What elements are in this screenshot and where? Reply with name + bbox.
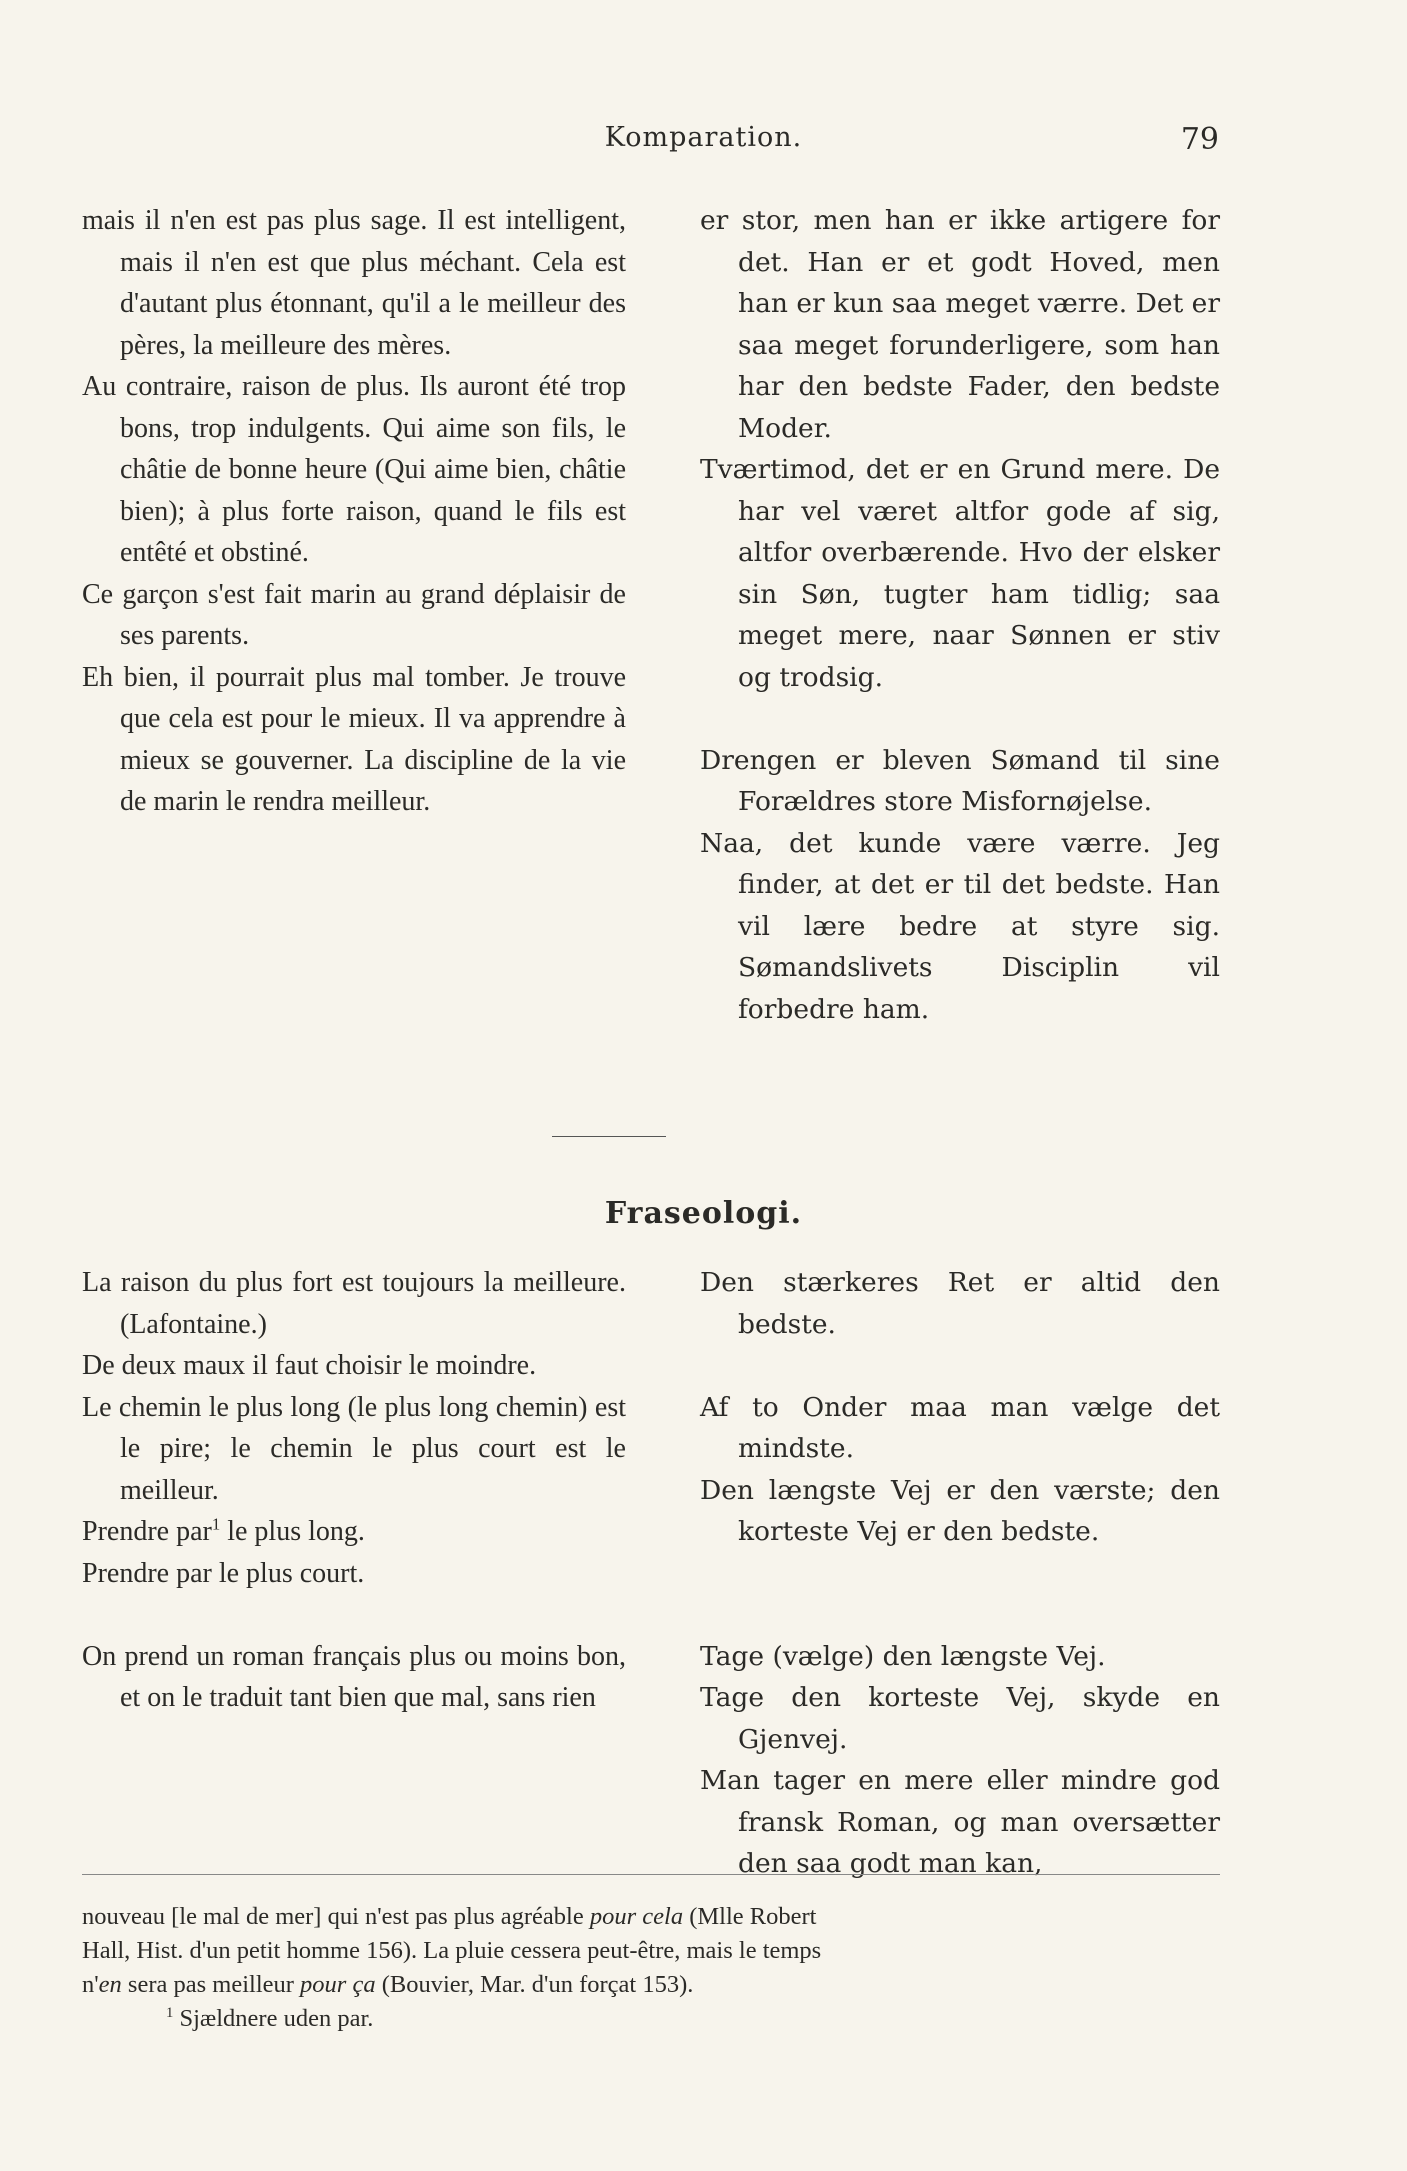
french-phrase: On prend un roman français plus ou moins bon, et on le traduit tant bien que mal, sans rien: [82, 1640, 626, 1713]
spacer: [700, 1553, 1220, 1595]
footnote-continuation-line: [82, 1900, 1222, 1934]
footnote-text: n': [82, 1971, 99, 1998]
danish-paragraph: Tværtimod, det er en Grund mere. De har vel været altfor gode af sig, altfor overbærende. Hvo der elsker sin Søn, tugter ham tidlig; saa meget mere, naar Sønnen er stiv og trodsig.: [700, 454, 1220, 693]
footnote-rule: [82, 1874, 1220, 1875]
footnote-mark: 1: [211, 1514, 221, 1534]
footnote-text: Sjældnere uden par.: [173, 2005, 374, 2032]
spacer: [700, 1594, 1220, 1636]
running-title: Komparation.: [604, 122, 803, 153]
page-number: 79: [1180, 122, 1219, 157]
french-column-top: [82, 200, 626, 823]
footnote-italic: pour cela: [589, 1903, 684, 1930]
danish-phrase: Tage den korteste Vej, skyde en Gjenvej.: [700, 1682, 1220, 1755]
footnote-1: [82, 2002, 1222, 2036]
french-paragraph: mais il n'en est pas plus sage. Il est intelligent, mais il n'en est que plus méchant. Cela est d'autant plus étonnant, qu'il a le meilleur des pères, la meilleure des mères.: [82, 205, 626, 361]
footnote-text: (Bouvier, Mar. d'un forçat 153).: [375, 1971, 694, 1998]
danish-phrase: Den stærkeres Ret er altid den bedste.: [700, 1267, 1220, 1340]
footnote-continuation-line: Hall, Hist. d'un petit homme 156). La pluie cessera peut-être, mais le temps: [82, 1937, 822, 1964]
section-divider: [552, 1136, 666, 1137]
french-phrase: Le chemin le plus long (le plus long chemin) est le pire; le chemin le plus court est le meilleur.: [82, 1391, 626, 1506]
danish-paragraph: Naa, det kunde være værre. Jeg finder, at det er til det bedste. Han vil lære bedre at styre sig. Sømandslivets Disciplin vil forbedre ham.: [700, 827, 1220, 1025]
french-paragraph: Eh bien, il pourrait plus mal tomber. Je trouve que cela est pour le mieux. Il va apprendre à mieux se gouverner. La discipline de la vie de marin le rendra meilleur.: [82, 661, 626, 817]
french-paragraph: Au contraire, raison de plus. Ils auront été trop bons, trop indulgents. Qui aime son fils, le châtie de bonne heure (Qui aime bien, châtie bien); à plus forte raison, quand le fils est entêté et obstiné.: [82, 371, 626, 568]
french-phrase: [82, 1511, 626, 1553]
phrase-text: le plus long.: [220, 1516, 365, 1547]
french-paragraph: Ce garçon s'est fait marin au grand déplaisir de ses parents.: [82, 578, 626, 651]
french-phrase: Prendre par le plus court.: [82, 1557, 365, 1589]
danish-phrase: Tage (vælge) den længste Vej.: [700, 1640, 1106, 1672]
footnote-continuation-line: [82, 1968, 1222, 2002]
danish-phrase: Den længste Vej er den værste; den korteste Vej er den bedste.: [700, 1474, 1220, 1547]
footnote-mark: 1: [166, 2004, 174, 2021]
danish-phrase: Man tager en mere eller mindre god fransk Roman, og man oversætter den saa godt man kan,: [700, 1765, 1220, 1879]
french-phrase: De deux maux il faut choisir le moindre.: [82, 1350, 537, 1381]
footnote-text: sera pas meilleur: [121, 1971, 301, 1998]
danish-paragraph: Drengen er bleven Sømand til sine Forældres store Misfornøjelse.: [700, 744, 1220, 817]
danish-column-top: [700, 200, 1220, 1030]
danish-column-bottom: [700, 1262, 1220, 1885]
footnotes: [82, 1900, 1222, 2036]
danish-phrase: Af to Onder maa man vælge det mindste.: [700, 1391, 1220, 1464]
footnote-italic: pour ça: [300, 1971, 376, 1998]
spacer: [82, 1594, 626, 1636]
section-heading: Fraseologi.: [604, 1196, 803, 1231]
footnote-italic: en: [98, 1971, 122, 1998]
phrase-text: Prendre par: [82, 1516, 212, 1547]
french-column-bottom: [82, 1262, 626, 1719]
danish-paragraph: er stor, men han er ikke artigere for det. Han er et godt Hoved, men han er kun saa meget værre. Det er saa meget forunderligere, som han har den bedste Fader, den bedste Moder.: [700, 205, 1220, 444]
footnote-text: nouveau [le mal de mer] qui n'est pas plus agréable: [82, 1903, 590, 1930]
spacer: [700, 1345, 1220, 1387]
spacer: [700, 698, 1220, 740]
french-phrase: La raison du plus fort est toujours la meilleure. (Lafontaine.): [82, 1267, 626, 1340]
footnote-text: (Mlle Robert: [683, 1903, 817, 1930]
